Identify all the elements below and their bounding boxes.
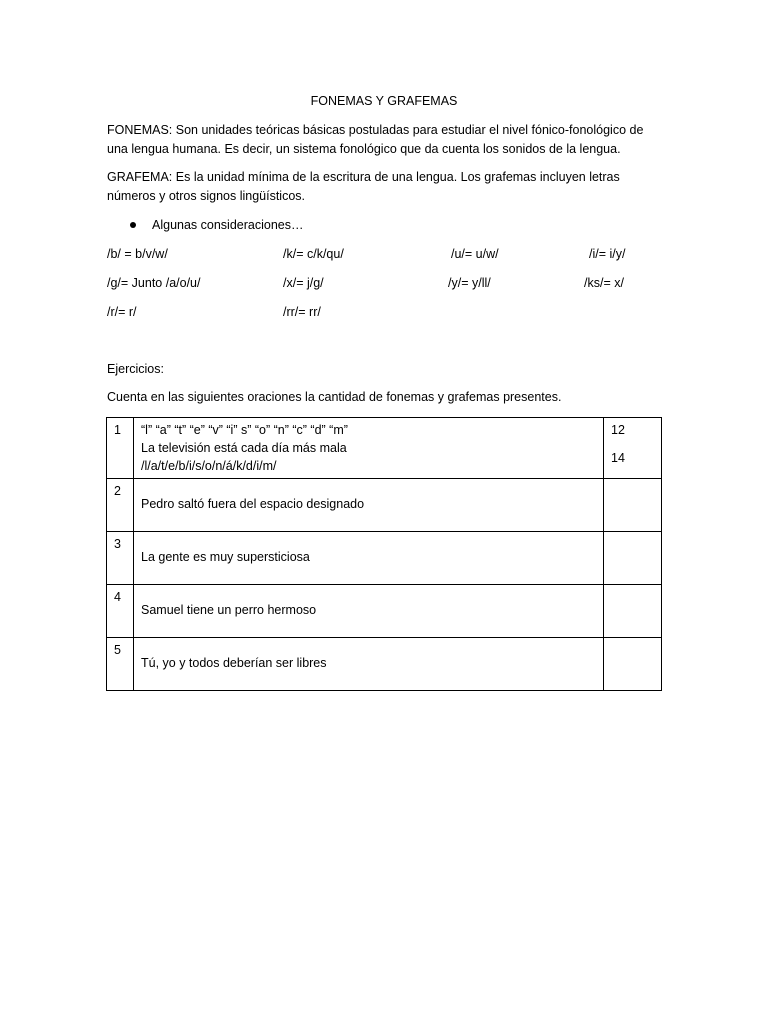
exercise-table [106,417,662,691]
phoneme-count: 14 [611,451,625,465]
sentence-text: Samuel tiene un perro hermoso [141,603,317,617]
row-number: 5 [107,638,134,691]
row-number: 3 [107,532,134,585]
row-content [134,532,604,585]
bullet-icon [130,222,136,228]
rule-g: /g/= Junto /a/o/u/ [107,276,201,290]
rule-u: /u/= u/w/ [451,247,499,261]
rule-x: /x/= j/g/ [283,276,324,290]
sentence-text: Tú, yo y todos deberían ser libres [141,656,327,670]
count-cell[interactable] [604,585,662,638]
grafema-paragraph: GRAFEMA: Es la unidad mínima de la escritura de una lengua. Los grafemas incluyen letras números y otros signos lingüísticos. [107,170,620,203]
considerations-bullet [130,218,303,232]
exercises-label: Ejercicios: [107,362,164,376]
rule-i: /i/= i/y/ [589,247,626,261]
count-cell[interactable] [604,479,662,532]
sentence-text: La televisión está cada día más mala [141,441,347,455]
rule-ks: /ks/= x/ [584,276,624,290]
phoneme-list: /l/a/t/e/b/i/s/o/n/á/k/d/i/m/ [141,459,277,473]
sentence-text: Pedro saltó fuera del espacio designado [141,497,365,511]
rule-b: /b/ = b/v/w/ [107,247,168,261]
row-content [134,479,604,532]
grapheme-list: “l” “a” “t” “e” “v” “i” s” “o” “n” “c” “d” “m” [141,423,348,437]
row-content [134,585,604,638]
bullet-text: Algunas consideraciones… [152,218,304,232]
table-row [107,638,662,691]
rule-k: /k/= c/k/qu/ [283,247,344,261]
row-content [134,418,604,479]
rule-r: /r/= r/ [107,305,137,319]
table-row [107,418,662,479]
row-number: 1 [107,418,134,479]
exercise-instruction: Cuenta en las siguientes oraciones la cantidad de fonemas y grafemas presentes. [107,390,562,404]
grapheme-count: 12 [611,423,625,437]
document-title: FONEMAS Y GRAFEMAS [310,94,458,108]
table-row [107,585,662,638]
count-cell[interactable] [604,532,662,585]
sentence-text: La gente es muy supersticiosa [141,550,310,564]
rule-y: /y/= y/ll/ [448,276,491,290]
row-number: 2 [107,479,134,532]
count-cell [604,418,662,479]
row-number: 4 [107,585,134,638]
table-row [107,532,662,585]
rule-rr: /rr/= rr/ [283,305,321,319]
row-content [134,638,604,691]
count-cell[interactable] [604,638,662,691]
table-row [107,479,662,532]
fonemas-paragraph: FONEMAS: Son unidades teóricas básicas postuladas para estudiar el nivel fónico-fonológico de una lengua humana. Es decir, un sistema fonológico que da cuenta los sonidos de la lengua. [107,123,644,156]
